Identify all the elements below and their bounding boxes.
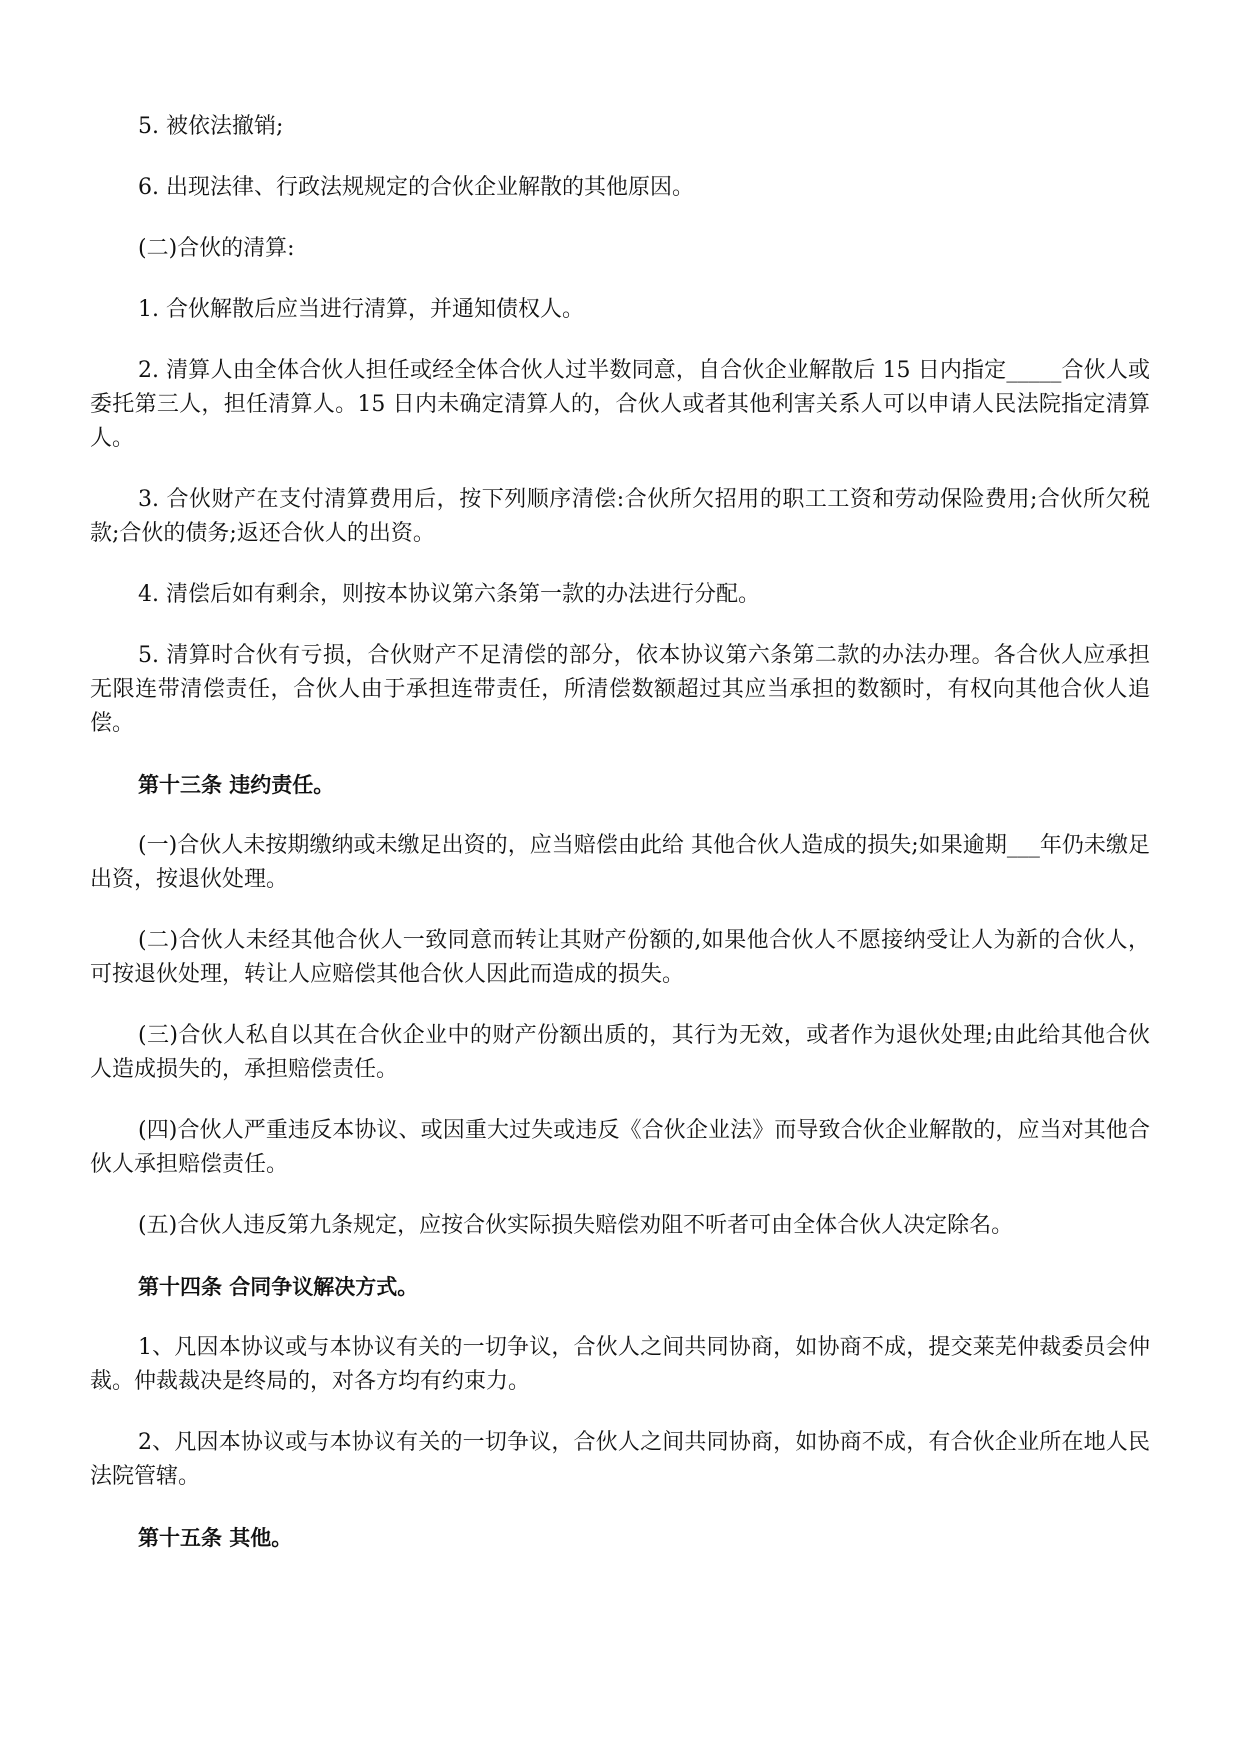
clause-item: (一)合伙人未按期缴纳或未缴足出资的，应当赔偿由此给 其他合伙人造成的损失;如果逾期___年仍未缴足出资，按退伙处理。 — [90, 833, 1150, 892]
document-body — [90, 110, 1150, 1582]
clause-item: 4. 清偿后如有剩余，则按本协议第六条第一款的办法进行分配。 — [138, 582, 760, 607]
clause-item: 3. 合伙财产在支付清算费用后，按下列顺序清偿:合伙所欠招用的职工工资和劳动保险费用;合伙所欠税款;合伙的债务;返还合伙人的出资。 — [90, 487, 1150, 546]
clause-item: 1、凡因本协议或与本协议有关的一切争议，合伙人之间共同协商，如协商不成，提交莱芜仲裁委员会仲裁。仲裁裁决是终局的，对各方均有约束力。 — [90, 1335, 1150, 1394]
clause-item: 5. 清算时合伙有亏损，合伙财产不足清偿的部分，依本协议第六条第二款的办法办理。各合伙人应承担无限连带清偿责任，合伙人由于承担连带责任，所清偿数额超过其应当承担的数额时，有权向其他合伙人追偿。 — [90, 643, 1150, 736]
article-heading: 第十四条 合同争议解决方式。 — [138, 1275, 419, 1299]
clause-item: (四)合伙人严重违反本协议、或因重大过失或违反《合伙企业法》而导致合伙企业解散的，应当对其他合伙人承担赔偿责任。 — [90, 1118, 1150, 1177]
clause-item: (二)合伙人未经其他合伙人一致同意而转让其财产份额的,如果他合伙人不愿接纳受让人为新的合伙人，可按退伙处理，转让人应赔偿其他合伙人因此而造成的损失。 — [90, 928, 1150, 987]
clause-item: 1. 合伙解散后应当进行清算，并通知债权人。 — [138, 297, 584, 322]
section-subheading: (二)合伙的清算: — [138, 236, 295, 261]
clause-item: (三)合伙人私自以其在合伙企业中的财产份额出质的，其行为无效，或者作为退伙处理;由此给其他合伙人造成损失的，承担赔偿责任。 — [90, 1023, 1150, 1082]
clause-item: 2、凡因本协议或与本协议有关的一切争议，合伙人之间共同协商，如协商不成，有合伙企业所在地人民法院管辖。 — [90, 1430, 1150, 1489]
clause-item: 5. 被依法撤销; — [138, 114, 284, 139]
article-heading: 第十五条 其他。 — [138, 1526, 293, 1550]
article-heading: 第十三条 违约责任。 — [138, 773, 335, 797]
clause-item: 6. 出现法律、行政法规规定的合伙企业解散的其他原因。 — [138, 175, 694, 200]
clause-item: (五)合伙人违反第九条规定，应按合伙实际损失赔偿劝阻不听者可由全体合伙人决定除名。 — [138, 1213, 1014, 1238]
clause-item: 2. 清算人由全体合伙人担任或经全体合伙人过半数同意，自合伙企业解散后 15 日内指定_____合伙人或委托第三人，担任清算人。15 日内未确定清算人的，合伙人或者其他利害关系人可以申请人民法院指定清算人。 — [90, 358, 1150, 451]
